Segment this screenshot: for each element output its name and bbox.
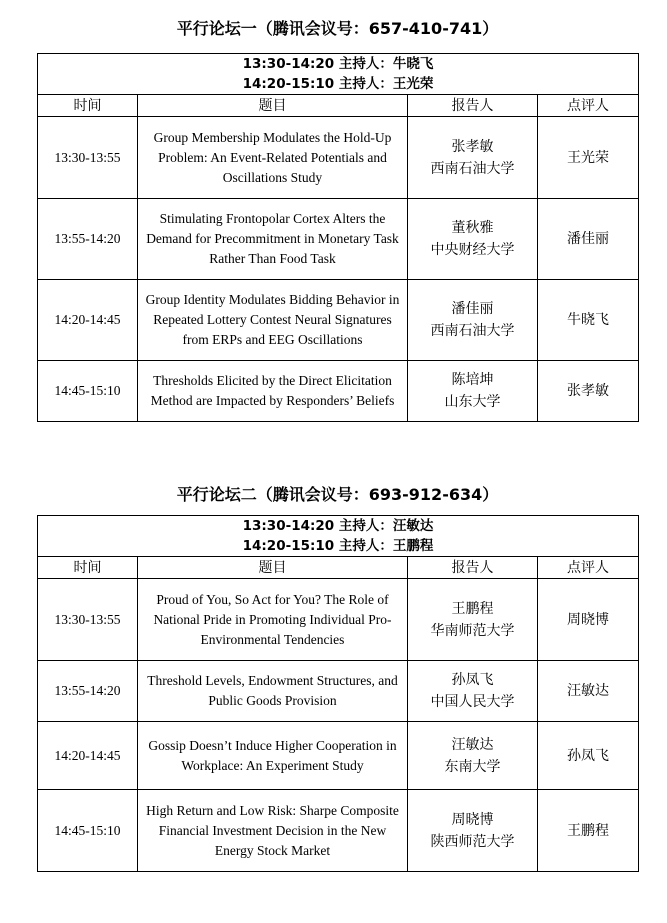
table-row [38, 579, 639, 661]
speaker-cell [408, 280, 538, 361]
time-cell: 14:45-15:10 [38, 361, 138, 422]
forum-title: 平行论坛一（腾讯会议号：657-410-741） [176, 19, 499, 38]
table-row [38, 361, 639, 422]
table-row [38, 280, 639, 361]
speaker-name: 汪敏达 [451, 736, 494, 753]
speaker-name: 周晓博 [451, 811, 494, 828]
speaker-name: 王鹏程 [451, 600, 494, 617]
title-cell: Stimulating Frontopolar Cortex Alters the Demand for Precommitment in Monetary Task Rather Than Food Task [138, 199, 408, 280]
reviewer-cell: 王光荣 [538, 117, 639, 199]
speaker-affiliation: 中央财经大学 [430, 242, 515, 258]
time-cell: 13:55-14:20 [38, 199, 138, 280]
speaker-name: 潘佳丽 [451, 301, 494, 317]
speaker-affiliation: 东南大学 [444, 758, 501, 775]
reviewer-cell: 孙凤飞 [538, 722, 639, 790]
time-cell: 14:45-15:10 [38, 790, 138, 872]
table-row [38, 117, 639, 199]
host-cell [38, 54, 639, 95]
reviewer-cell: 汪敏达 [538, 661, 639, 722]
header-topic: 题目 [138, 557, 408, 579]
host-line: 14:20-15:10 主持人：王鹏程 [242, 538, 434, 554]
speaker-cell [408, 722, 538, 790]
speaker-cell [408, 361, 538, 422]
forum-title: 平行论坛二（腾讯会议号：693-912-634） [176, 485, 499, 504]
time-cell: 14:20-14:45 [38, 722, 138, 790]
header-row [38, 557, 639, 579]
header-row [38, 95, 639, 117]
header-reviewer: 点评人 [538, 557, 639, 579]
time-cell: 13:30-13:55 [38, 117, 138, 199]
speaker-name: 陈培坤 [451, 372, 494, 388]
header-time: 时间 [38, 557, 138, 579]
speaker-name: 孙凤飞 [451, 672, 494, 688]
time-cell: 14:20-14:45 [38, 280, 138, 361]
reviewer-cell: 王鹏程 [538, 790, 639, 872]
header-reviewer: 点评人 [538, 95, 639, 117]
title-cell: High Return and Low Risk: Sharpe Composite Financial Investment Decision in the New Energy Stock Market [138, 790, 408, 872]
time-cell: 13:30-13:55 [38, 579, 138, 661]
host-line: 13:30-14:20 主持人：牛晓飞 [242, 56, 434, 72]
time-cell: 13:55-14:20 [38, 661, 138, 722]
header-speaker: 报告人 [408, 557, 538, 579]
speaker-affiliation: 西南石油大学 [430, 160, 515, 177]
speaker-affiliation: 西南石油大学 [430, 323, 515, 339]
speaker-affiliation: 山东大学 [444, 394, 501, 410]
header-time: 时间 [38, 95, 138, 117]
host-row [38, 516, 639, 557]
reviewer-cell: 牛晓飞 [538, 280, 639, 361]
table-row [38, 722, 639, 790]
speaker-cell [408, 199, 538, 280]
title-cell: Gossip Doesn’t Induce Higher Cooperation in Workplace: An Experiment Study [138, 722, 408, 790]
table-row [38, 790, 639, 872]
title-cell: Proud of You, So Act for You? The Role of National Pride in Promoting Individual Pro-Environmental Tendencies [138, 579, 408, 661]
header-speaker: 报告人 [408, 95, 538, 117]
speaker-cell [408, 661, 538, 722]
title-cell: Threshold Levels, Endowment Structures, and Public Goods Provision [138, 661, 408, 722]
speaker-affiliation: 陕西师范大学 [430, 833, 515, 850]
speaker-cell [408, 117, 538, 199]
table-row [38, 199, 639, 280]
schedule-table [37, 515, 639, 872]
speaker-name: 董秋雅 [451, 220, 494, 236]
table-row [38, 661, 639, 722]
header-topic: 题目 [138, 95, 408, 117]
host-line: 13:30-14:20 主持人：汪敏达 [242, 518, 434, 534]
schedule-table [37, 53, 639, 422]
speaker-name: 张孝敏 [451, 138, 494, 155]
speaker-affiliation: 中国人民大学 [430, 694, 515, 710]
reviewer-cell: 张孝敏 [538, 361, 639, 422]
host-line: 14:20-15:10 主持人：王光荣 [242, 76, 434, 92]
speaker-cell [408, 790, 538, 872]
title-cell: Group Identity Modulates Bidding Behavior in Repeated Lottery Contest Neural Signatures from ERPs and EEG Oscillations [138, 280, 408, 361]
speaker-cell [408, 579, 538, 661]
title-cell: Thresholds Elicited by the Direct Elicitation Method are Impacted by Responders’ Beliefs [138, 361, 408, 422]
forum-1 [37, 16, 638, 422]
forum-2 [37, 482, 638, 872]
reviewer-cell: 周晓博 [538, 579, 639, 661]
host-row [38, 54, 639, 95]
title-cell: Group Membership Modulates the Hold-Up Problem: An Event-Related Potentials and Oscillations Study [138, 117, 408, 199]
reviewer-cell: 潘佳丽 [538, 199, 639, 280]
speaker-affiliation: 华南师范大学 [430, 622, 515, 639]
host-cell [38, 516, 639, 557]
